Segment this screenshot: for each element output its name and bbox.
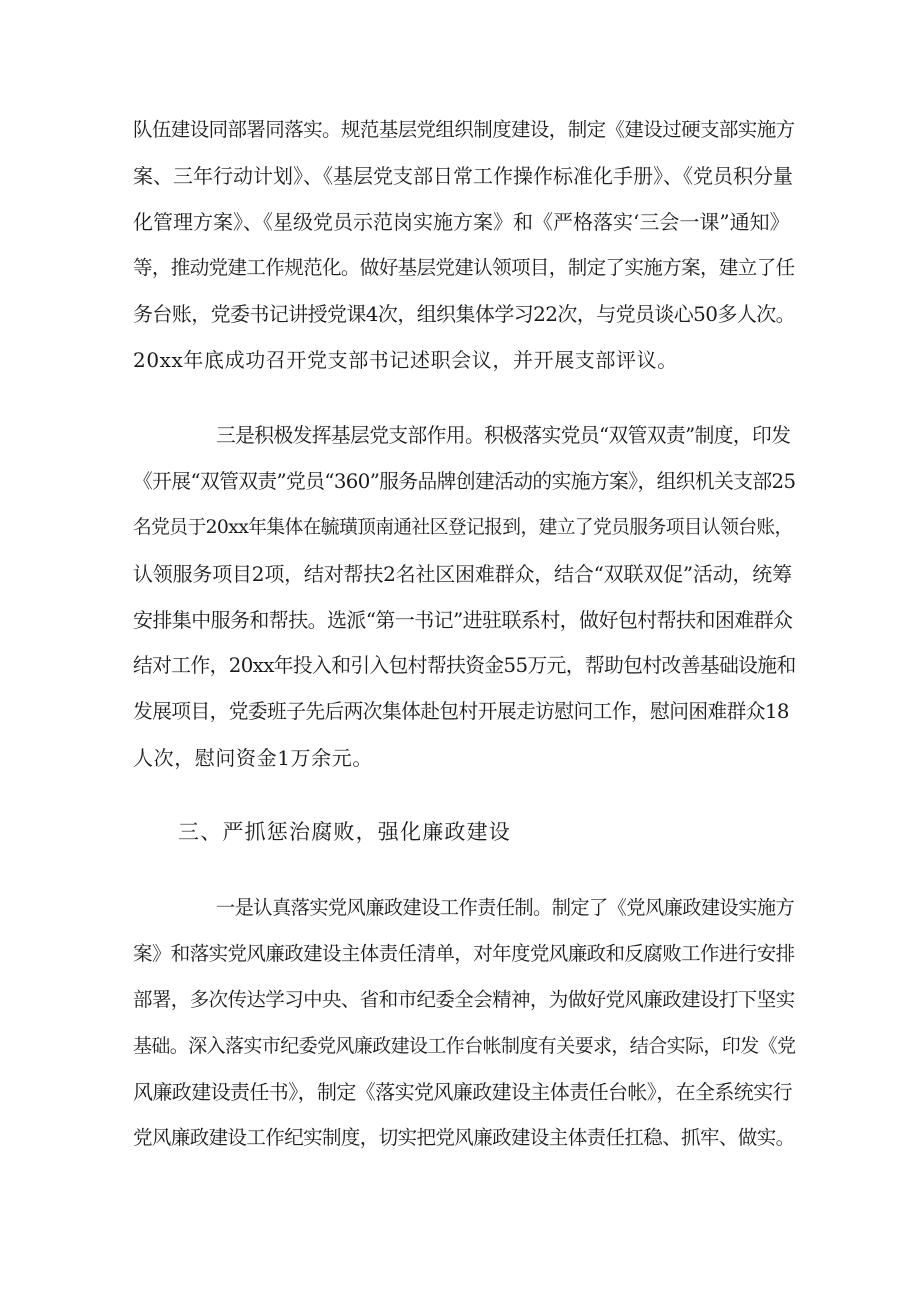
paragraph-line: 结对工作，20xx年投入和引入包村帮扶资金55万元，帮助包村改善基础设施和: [133, 654, 796, 677]
paragraph-line: 一是认真落实党风廉政建设工作责任制。制定了《党风廉政建设实施方: [216, 896, 795, 919]
paragraph-line: 风廉政建设责任书》，制定《落实党风廉政建设主体责任台帐》，在全系统实行: [133, 1080, 792, 1104]
paragraph-line: 基础。深入落实市纪委党风廉政建设工作台帐制度有关要求，结合实际，印发《党: [133, 1035, 796, 1057]
paragraph-line: 务台账，党委书记讲授党课4次，组织集体学习22次，与党员谈心50多人次。: [133, 302, 796, 326]
section-heading: 三、严抓惩治腐败，强化廉政建设: [178, 820, 511, 844]
paragraph-line: 名党员于20xx年集体在毓璜顶南通社区登记报到，建立了党员服务项目认领台账，: [133, 517, 793, 538]
paragraph-line: 20xx年底成功召开党支部书记述职会议，并开展支部评议。: [133, 348, 678, 372]
paragraph-line: 案、三年行动计划》、《基层党支部日常工作操作标准化手册》、《党员积分量: [133, 164, 793, 188]
paragraph-line: 《开展“双管双责”党员“360”服务品牌创建活动的实施方案》，组织机关支部25: [133, 470, 796, 493]
paragraph-line: 等，推动党建工作规范化。做好基层党建认领项目，制定了实施方案，建立了任: [133, 256, 795, 279]
paragraph-line: 发展项目，党委班子先后两次集体赴包村开展走访慰问工作，慰问困难群众18: [133, 700, 789, 723]
paragraph-line: 三是积极发挥基层党支部作用。积极落实党员“双管双责”制度，印发: [216, 424, 791, 447]
paragraph-line: 案》和落实党风廉政建设主体责任清单，对年度党风廉政和反腐败工作进行安排: [133, 942, 795, 965]
paragraph-line: 安排集中服务和帮扶。选派“第一书记”进驻联系村，做好包村帮扶和困难群众: [133, 608, 793, 632]
paragraph-line: 认领服务项目2项，结对帮扶2名社区困难群众，结合“双联双促”活动，统筹: [133, 562, 792, 586]
paragraph-line: 人次，慰问资金1万余元。: [133, 746, 373, 770]
paragraph-line: 化管理方案》、《星级党员示范岗实施方案》和《严格落实‘三会一课”通知》: [133, 210, 790, 234]
paragraph-line: 部署，多次传达学习中央、省和市纪委全会精神，为做好党风廉政建设打下坚实: [133, 988, 795, 1011]
paragraph-line: 队伍建设同部署同落实。规范基层党组织制度建设，制定《建设过硬支部实施方: [133, 118, 795, 141]
paragraph-line: 党风廉政建设工作纪实制度，切实把党风廉政建设主体责任扛稳、抓牢、做实。: [133, 1126, 795, 1149]
